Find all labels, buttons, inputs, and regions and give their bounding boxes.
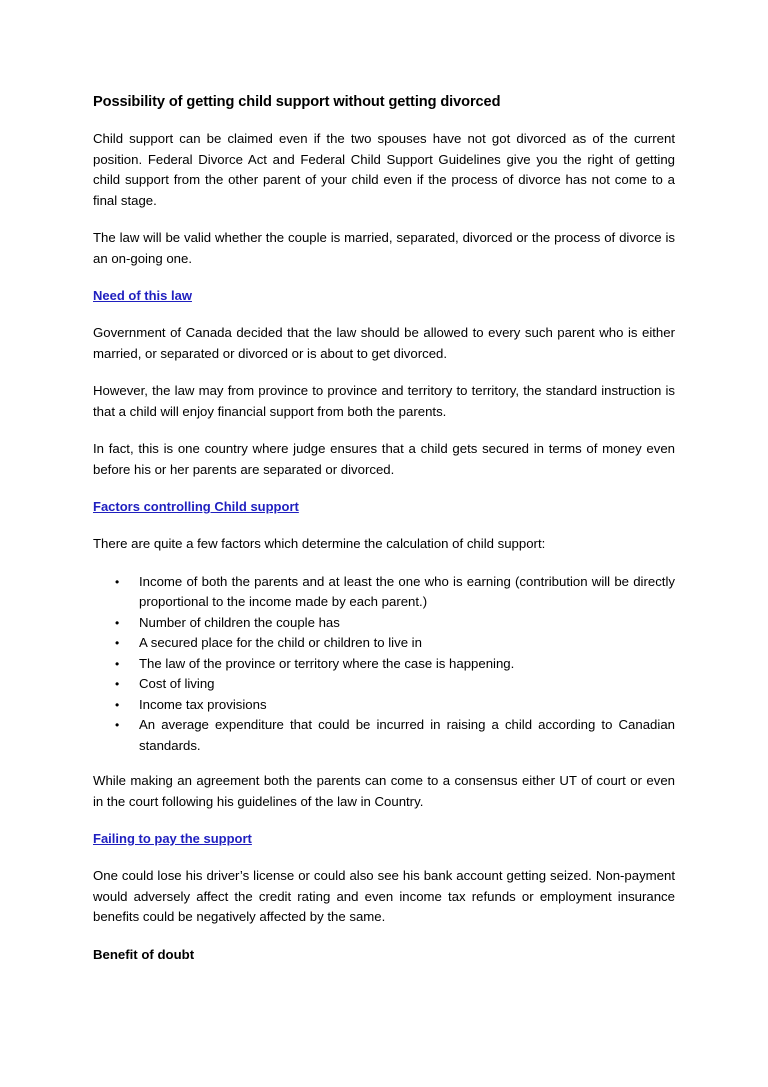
list-item (93, 572, 675, 613)
list-item-text: The law of the province or territory where the case is happening. (139, 655, 515, 671)
need-paragraph-2: However, the law may from province to province and territory to territory, the standard instruction is that a child will enjoy financial support from both the parents. (93, 383, 675, 419)
list-item-text: Cost of living (139, 676, 215, 691)
list-item (93, 674, 675, 695)
benefit-of-doubt-heading: Benefit of doubt (93, 946, 195, 962)
document-title: Possibility of getting child support without getting divorced (93, 94, 501, 110)
need-paragraph-1: Government of Canada decided that the law should be allowed to every such parent who is either married, or separated or divorced or is about to get divorced. (93, 325, 675, 361)
need-of-this-law-link[interactable]: Need of this law (93, 288, 192, 303)
list-item-text: Number of children the couple has (139, 614, 340, 630)
factors-list (93, 572, 675, 757)
bullet-icon: • (115, 718, 120, 732)
factors-lead-paragraph: There are quite a few factors which determine the calculation of child support: (93, 536, 546, 551)
failing-paragraph: One could lose his driver’s license or could also see his bank account getting seized. Non-payment would adversely affect the credit rating and even income tax refunds or employment insurance benefits could be negatively affected by the same. (93, 868, 675, 924)
list-item-text: Income tax provisions (139, 696, 267, 712)
bullet-icon: • (115, 615, 120, 630)
list-item-text: Income of both the parents and at least the one who is earning (contribution will be directly proportional to the income made by each parent.) (139, 573, 675, 609)
section-factors-heading (93, 497, 675, 517)
list-item-text: A secured place for the child or children to live in (139, 635, 422, 650)
section-need-heading (93, 286, 675, 306)
bullet-icon: • (115, 574, 120, 589)
list-item (93, 715, 675, 756)
factors-closing-paragraph: While making an agreement both the parents can come to a consensus either UT of court or even in the court following his guidelines of the law in Country. (93, 773, 675, 809)
list-item (93, 654, 675, 675)
factors-controlling-child-support-link[interactable]: Factors controlling Child support (93, 499, 299, 514)
need-paragraph-3: In fact, this is one country where judge ensures that a child gets secured in terms of money even before his or her parents are separated or divorced. (93, 441, 675, 477)
intro-paragraph-2: The law will be valid whether the couple is married, separated, divorced or the process of divorce is an on-going one. (93, 230, 675, 266)
bullet-icon: • (115, 697, 120, 712)
list-item (93, 633, 675, 654)
intro-paragraph-1: Child support can be claimed even if the two spouses have not got divorced as of the current position. Federal Divorce Act and Federal Child Support Guidelines give you the right of getting child support from the other parent of your child even if the process of divorce has not come to a final stage. (93, 131, 675, 208)
bullet-icon: • (115, 677, 120, 691)
section-failing-heading (93, 829, 675, 849)
list-item (93, 695, 675, 716)
list-item-text: An average expenditure that could be incurred in raising a child according to Canadian standards. (139, 717, 675, 753)
bullet-icon: • (115, 656, 120, 671)
failing-to-pay-the-support-link[interactable]: Failing to pay the support (93, 831, 252, 846)
bullet-icon: • (115, 636, 120, 650)
list-item (93, 613, 675, 634)
document-body (93, 92, 675, 965)
